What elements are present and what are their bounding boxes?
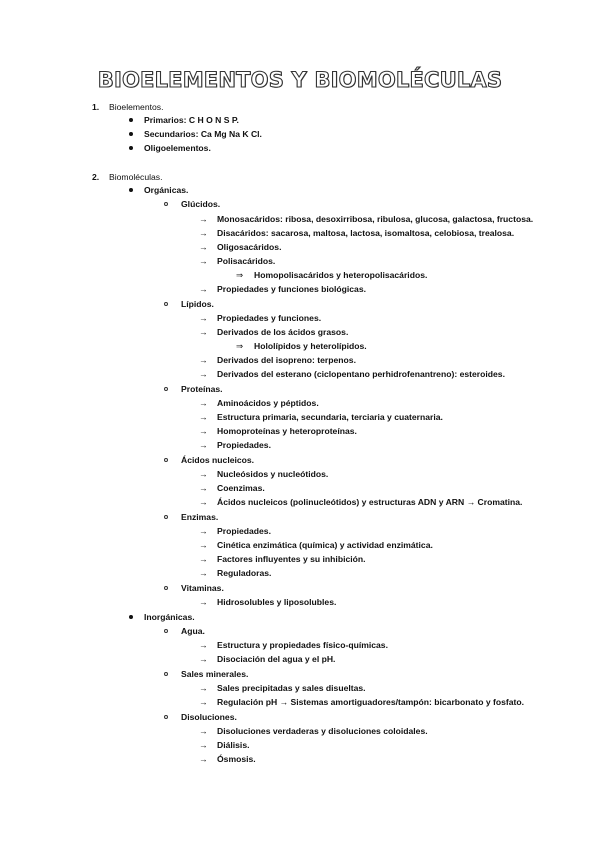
arrow-icon: → xyxy=(199,284,208,294)
arrow-icon: → xyxy=(199,754,208,764)
subgroup-heading-vitaminas: Vitaminas. xyxy=(181,583,224,593)
list-item: Propiedades. xyxy=(217,440,271,450)
list-item: Disacáridos: sacarosa, maltosa, lactosa, isomaltosa, celobiosa, trealosa. xyxy=(217,228,515,238)
list-item: Propiedades y funciones. xyxy=(217,313,322,323)
double-arrow-icon: ⇒ xyxy=(236,270,244,280)
list-item: Propiedades y funciones biológicas. xyxy=(217,284,366,294)
arrow-icon: → xyxy=(199,640,208,650)
bullet-circle-icon xyxy=(164,302,168,306)
arrow-icon: → xyxy=(199,398,208,408)
list-item: Sales precipitadas y sales disueltas. xyxy=(217,683,366,693)
bullet-circle-icon xyxy=(164,515,168,519)
subgroup-heading-lipidos: Lípidos. xyxy=(181,299,214,309)
section-number: 1. xyxy=(92,102,100,112)
arrow-icon: → xyxy=(199,313,208,323)
bullet-disc-icon xyxy=(129,132,133,136)
list-item: Derivados del esterano (ciclopentano perhidrofenantreno): esteroides. xyxy=(217,369,505,379)
bullet-circle-icon xyxy=(164,715,168,719)
list-item: Coenzimas. xyxy=(217,483,265,493)
list-item: Disoluciones verdaderas y disoluciones coloidales. xyxy=(217,726,428,736)
list-item: Reguladoras. xyxy=(217,568,272,578)
arrow-icon: → xyxy=(199,540,208,550)
arrow-icon: → xyxy=(199,355,208,365)
group-heading-inorganicas: Inorgánicas. xyxy=(144,612,195,622)
section-number: 2. xyxy=(92,172,100,182)
subgroup-heading-enzimas: Enzimas. xyxy=(181,512,219,522)
arrow-icon: → xyxy=(199,483,208,493)
arrow-icon: → xyxy=(199,683,208,693)
list-item: Regulación pH → Sistemas amortiguadores/tampón: bicarbonato y fosfato. xyxy=(217,697,525,707)
list-item: Monosacáridos: ribosa, desoxirribosa, ribulosa, glucosa, galactosa, fructosa. xyxy=(217,214,534,224)
arrow-icon: → xyxy=(199,426,208,436)
list-item: Nucleósidos y nucleótidos. xyxy=(217,469,329,479)
bullet-circle-icon xyxy=(164,202,168,206)
bullet-disc-icon xyxy=(129,146,133,150)
list-item: Derivados del isopreno: terpenos. xyxy=(217,355,356,365)
list-item: Oligoelementos. xyxy=(144,143,211,153)
list-item: Estructura y propiedades físico-químicas. xyxy=(217,640,388,650)
double-arrow-icon: ⇒ xyxy=(236,341,244,351)
list-item: Estructura primaria, secundaria, terciaria y cuaternaria. xyxy=(217,412,443,422)
list-item: Hololípidos y heterolípidos. xyxy=(254,341,367,351)
subgroup-heading-sales-minerales: Sales minerales. xyxy=(181,669,249,679)
bullet-circle-icon xyxy=(164,387,168,391)
subgroup-heading-acidos-nucleicos: Ácidos nucleicos. xyxy=(181,455,255,465)
list-item: Ácidos nucleicos (polinucleótidos) y estructuras ADN y ARN → Cromatina. xyxy=(217,497,523,507)
arrow-icon: → xyxy=(199,597,208,607)
bullet-circle-icon xyxy=(164,586,168,590)
subgroup-heading-glucidos: Glúcidos. xyxy=(181,199,221,209)
bullet-disc-icon xyxy=(129,118,133,122)
list-item: Hidrosolubles y liposolubles. xyxy=(217,597,337,607)
arrow-icon: → xyxy=(199,654,208,664)
arrow-icon: → xyxy=(199,369,208,379)
section-heading-bioelementos: Bioelementos. xyxy=(109,102,164,112)
arrow-icon: → xyxy=(199,228,208,238)
arrow-icon: → xyxy=(199,327,208,337)
list-item: Derivados de los ácidos grasos. xyxy=(217,327,349,337)
bullet-disc-icon xyxy=(129,615,133,619)
bullet-circle-icon xyxy=(164,629,168,633)
list-item: Primarios: C H O N S P. xyxy=(144,115,239,125)
subgroup-heading-disoluciones: Disoluciones. xyxy=(181,712,237,722)
arrow-icon: → xyxy=(199,568,208,578)
list-item: Homoproteínas y heteroproteínas. xyxy=(217,426,357,436)
bullet-circle-icon xyxy=(164,458,168,462)
list-item: Diálisis. xyxy=(217,740,250,750)
list-item: Oligosacáridos. xyxy=(217,242,282,252)
list-item: Secundarios: Ca Mg Na K Cl. xyxy=(144,129,262,139)
arrow-icon: → xyxy=(199,242,208,252)
list-item: Aminoácidos y péptidos. xyxy=(217,398,319,408)
list-item: Polisacáridos. xyxy=(217,256,276,266)
arrow-icon: → xyxy=(199,554,208,564)
page-title: BIOELEMENTOS Y BIOMOLÉCULAS xyxy=(97,68,503,92)
list-item: Cinética enzimática (química) y actividad enzimática. xyxy=(217,540,433,550)
arrow-icon: → xyxy=(199,469,208,479)
arrow-icon: → xyxy=(199,214,208,224)
bullet-disc-icon xyxy=(129,188,133,192)
arrow-icon: → xyxy=(199,497,208,507)
arrow-icon: → xyxy=(199,526,208,536)
subgroup-heading-proteinas: Proteínas. xyxy=(181,384,223,394)
list-item: Factores influyentes y su inhibición. xyxy=(217,554,366,564)
list-item: Disociación del agua y el pH. xyxy=(217,654,336,664)
group-heading-organicas: Orgánicas. xyxy=(144,185,189,195)
arrow-icon: → xyxy=(199,697,208,707)
arrow-icon: → xyxy=(199,412,208,422)
arrow-icon: → xyxy=(199,440,208,450)
list-item: Homopolisacáridos y heteropolisacáridos. xyxy=(254,270,428,280)
arrow-icon: → xyxy=(199,256,208,266)
arrow-icon: → xyxy=(199,740,208,750)
subgroup-heading-agua: Agua. xyxy=(181,626,205,636)
list-item: Propiedades. xyxy=(217,526,271,536)
list-item: Ósmosis. xyxy=(217,754,256,764)
arrow-icon: → xyxy=(199,726,208,736)
bullet-circle-icon xyxy=(164,672,168,676)
section-heading-biomoleculas: Biomoléculas. xyxy=(109,172,163,182)
